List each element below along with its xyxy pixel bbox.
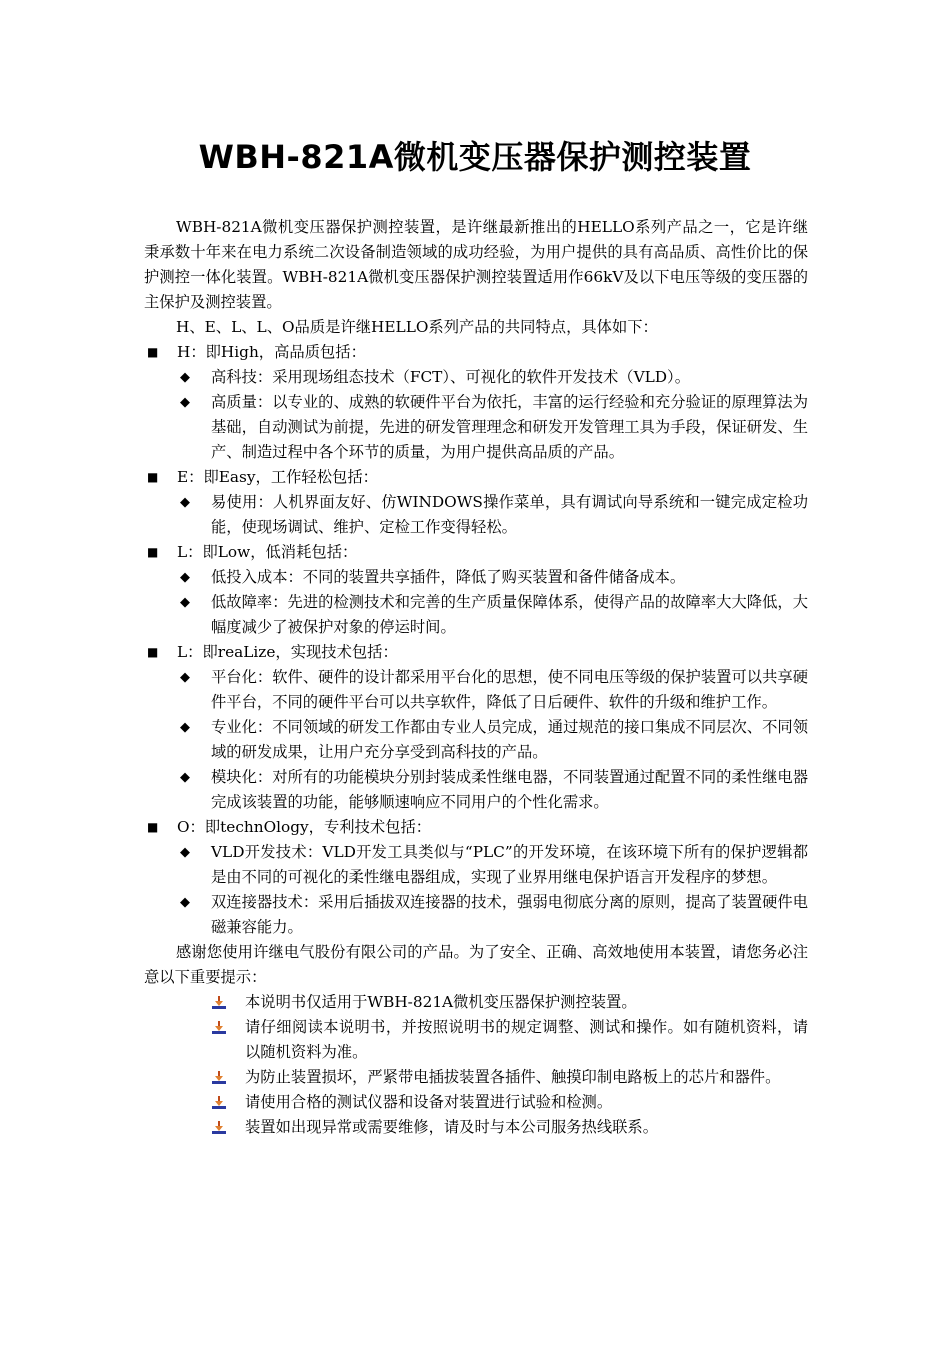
- pin-arrow-icon: [212, 996, 226, 1010]
- feature-item: ◆ VLD开发技术：VLD开发工具类似与“PLC”的开发环境，在该环境下所有的保护逻辑都是由不同的可视化的柔性继电器组成，实现了业界用继电保护语言开发程序的梦想。: [144, 840, 808, 890]
- section-heading: ■ L：即reaLize，实现技术包括：: [144, 640, 808, 665]
- notice-item: 装置如出现异常或需要维修，请及时与本公司服务热线联系。: [144, 1115, 808, 1140]
- feature-item: ◆ 专业化：不同领域的研发工作都由专业人员完成，通过规范的接口集成不同层次、不同领域的研发成果，让用户充分享受到高科技的产品。: [144, 715, 808, 765]
- square-bullet-icon: ■: [147, 345, 159, 359]
- diamond-bullet-icon: ◆: [180, 770, 190, 785]
- square-bullet-icon: ■: [147, 545, 159, 559]
- document-body: [144, 215, 808, 1140]
- notice-item: 请仔细阅读本说明书，并按照说明书的规定调整、测试和操作。如有随机资料，请以随机资料为准。: [144, 1015, 808, 1065]
- section-heading: ■ H：即High，高品质包括：: [144, 340, 808, 365]
- pin-arrow-icon: [212, 1096, 226, 1110]
- feature-item: ◆ 低投入成本：不同的装置共享插件，降低了购买装置和备件储备成本。: [144, 565, 808, 590]
- square-bullet-icon: ■: [147, 645, 159, 659]
- diamond-bullet-icon: ◆: [180, 670, 190, 685]
- intro-paragraph: WBH-821A微机变压器保护测控装置，是许继最新推出的HELLO系列产品之一，它是许继秉承数十年来在电力系统二次设备制造领域的成功经验，为用户提供的具有高品质、高性价比的保护测控一体化装置。WBH-821A微机变压器保护测控装置适用作66kV及以下电压等级的变压器的主保护及测控装置。: [144, 218, 808, 311]
- feature-item: ◆ 易使用：人机界面友好、仿WINDOWS操作菜单，具有调试向导系统和一键完成定检功能，使现场调试、维护、定检工作变得轻松。: [144, 490, 808, 540]
- diamond-bullet-icon: ◆: [180, 595, 190, 610]
- notice-item: 请使用合格的测试仪器和设备对装置进行试验和检测。: [144, 1090, 808, 1115]
- feature-item: ◆ 模块化：对所有的功能模块分别封装成柔性继电器，不同装置通过配置不同的柔性继电器完成该装置的功能，能够顺速响应不同用户的个性化需求。: [144, 765, 808, 815]
- diamond-bullet-icon: ◆: [180, 395, 190, 410]
- pin-arrow-icon: [212, 1071, 226, 1085]
- pin-arrow-icon: [212, 1121, 226, 1135]
- feature-item: ◆ 高科技：采用现场组态技术（FCT）、可视化的软件开发技术（VLD）。: [144, 365, 808, 390]
- feature-item: ◆ 双连接器技术：采用后插拔双连接器的技术，强弱电彻底分离的原则，提高了装置硬件电磁兼容能力。: [144, 890, 808, 940]
- diamond-bullet-icon: ◆: [180, 370, 190, 385]
- page-title: WBH-821A微机变压器保护测控装置: [198, 138, 752, 176]
- diamond-bullet-icon: ◆: [180, 570, 190, 585]
- diamond-bullet-icon: ◆: [180, 845, 190, 860]
- square-bullet-icon: ■: [147, 470, 159, 484]
- intro-paragraph: H、E、L、L、O品质是许继HELLO系列产品的共同特点，具体如下：: [176, 318, 658, 336]
- diamond-bullet-icon: ◆: [180, 720, 190, 735]
- feature-item: ◆ 平台化：软件、硬件的设计都采用平台化的思想，使不同电压等级的保护装置可以共享硬件平台，不同的硬件平台可以共享软件，降低了日后硬件、软件的升级和维护工作。: [144, 665, 808, 715]
- diamond-bullet-icon: ◆: [180, 895, 190, 910]
- section-heading: ■ O：即technOlogy，专利技术包括：: [144, 815, 808, 840]
- feature-item: ◆ 高质量：以专业的、成熟的软硬件平台为依托，丰富的运行经验和充分验证的原理算法为基础，自动测试为前提，先进的研发管理理念和研发开发管理工具为手段，保证研发、生产、制造过程中各个环节的质量，为用户提供高品质的产品。: [144, 390, 808, 465]
- notice-intro: 感谢您使用许继电气股份有限公司的产品。为了安全、正确、高效地使用本装置，请您务必注意以下重要提示：: [144, 943, 808, 986]
- section-heading: ■ L：即Low，低消耗包括：: [144, 540, 808, 565]
- square-bullet-icon: ■: [147, 820, 159, 834]
- feature-item: ◆ 低故障率：先进的检测技术和完善的生产质量保障体系，使得产品的故障率大大降低，大幅度减少了被保护对象的停运时间。: [144, 590, 808, 640]
- pin-arrow-icon: [212, 1021, 226, 1035]
- notice-item: 为防止装置损坏，严紧带电插拔装置各插件、触摸印制电路板上的芯片和器件。: [144, 1065, 808, 1090]
- section-heading: ■ E：即Easy，工作轻松包括：: [144, 465, 808, 490]
- notice-item: 本说明书仅适用于WBH-821A微机变压器保护测控装置。: [144, 990, 808, 1015]
- diamond-bullet-icon: ◆: [180, 495, 190, 510]
